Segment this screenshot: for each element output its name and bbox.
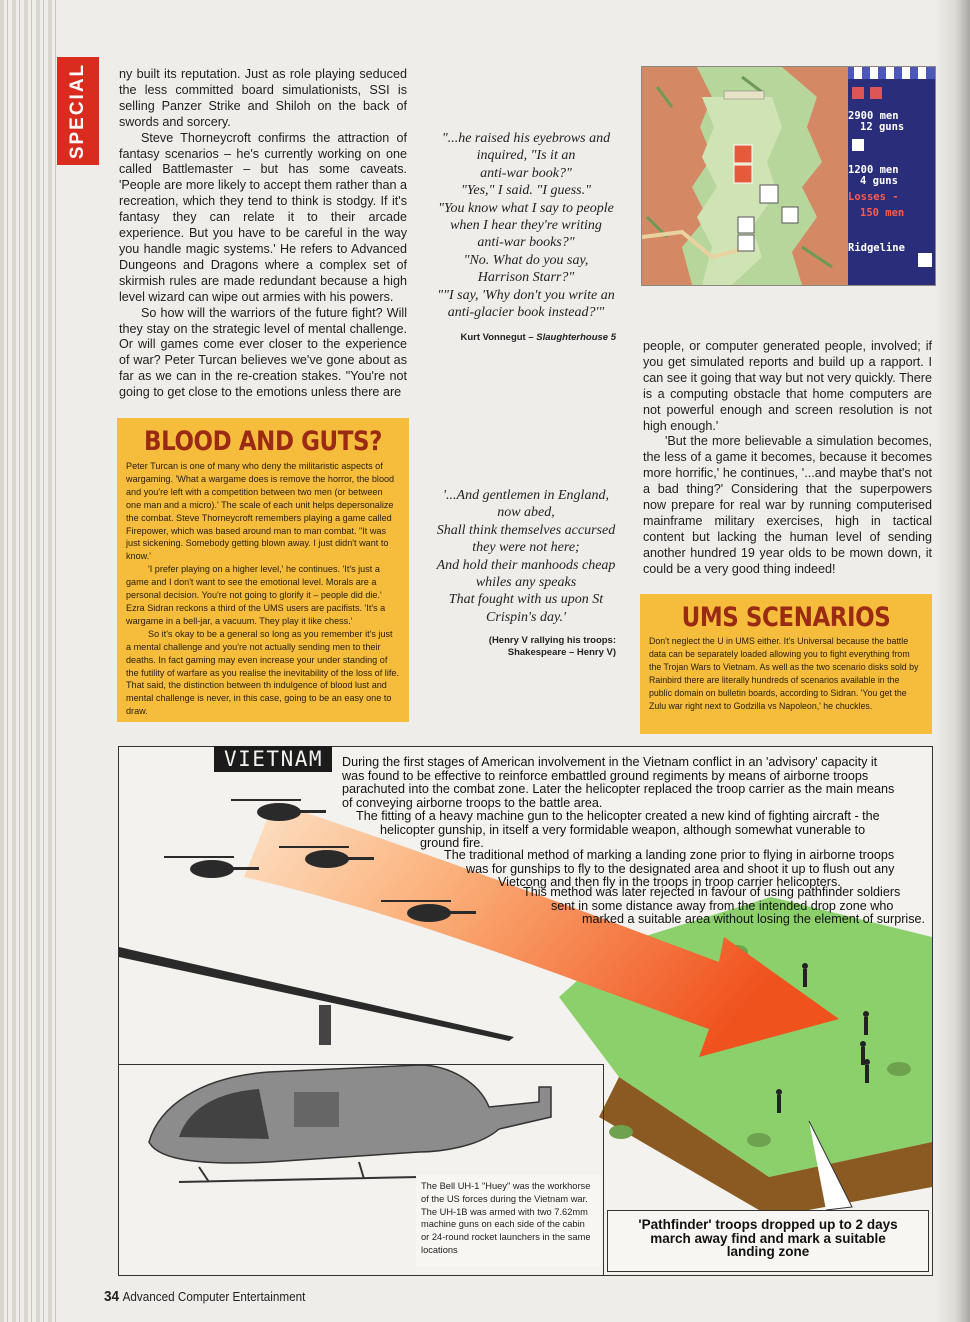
article-column-1 bbox=[119, 67, 407, 401]
sidebar-paragraph: Don't neglect the U in UMS either. It's Universal because the battle data can be separately loaded allowing you to fight everything from the Trojan Wars to Vietnam. As well as the two scenario disks sold by Rainbird there are literally hundreds of scenarios available in the public domain on bulletin boards, according to Sidran. 'You get the Zulu war right next to Godzilla vs Napoleon,' he chuckles. bbox=[649, 636, 919, 711]
quote-line: Shall think themselves accursed bbox=[436, 522, 616, 538]
quote-line: when I hear they're writing bbox=[450, 218, 602, 234]
quote-line: anti-war books?" bbox=[477, 235, 575, 251]
diagram-paragraph-3 bbox=[444, 849, 894, 890]
sidebar-body bbox=[117, 457, 409, 718]
callout-line: landing zone bbox=[726, 1244, 810, 1259]
hud-strength-2 bbox=[848, 165, 935, 187]
quote-line: "...he raised his eyebrows and bbox=[441, 131, 611, 146]
caption-line: machine guns on each side of the cabin bbox=[421, 1219, 585, 1230]
callout-line: 'Pathfinder' troops dropped up to 2 days bbox=[638, 1217, 898, 1232]
attribution-author: Kurt Vonnegut – bbox=[460, 332, 537, 343]
article-paragraph: So how will the warriors of the future fight? Will they stay on the strategic level of mental challenge. Or will games come ever closer to the experience of war? Peter Turcan believes we've gone about as far as we can in the re-creation stakes. "You're not going to get close to the emotions unless there are bbox=[119, 305, 407, 400]
hud-line: 12 guns bbox=[860, 121, 905, 133]
attribution-work: Slaughterhouse 5 bbox=[536, 332, 616, 343]
quote-line: Harrison Starr?" bbox=[477, 270, 575, 286]
diagram-paragraph-1 bbox=[342, 756, 894, 810]
diagram-line: The fitting of a heavy machine gun to the helicopter created a new kind of fighting aircraft - the bbox=[356, 809, 880, 823]
caption-line: The Bell UH-1 "Huey" was the workhorse bbox=[421, 1181, 591, 1191]
diagram-line: During the first stages of American involvement in the Vietnam conflict in an 'advisory' capacity it bbox=[342, 755, 878, 769]
callout-line: march away find and mark a suitable bbox=[650, 1230, 886, 1246]
diagram-line: of conveying airborne troops to the battle area. bbox=[342, 795, 603, 810]
unit-status-panel bbox=[848, 67, 935, 285]
diagram-label: VIETNAM bbox=[214, 746, 332, 772]
quote-line: Crispin's day.' bbox=[486, 609, 566, 625]
sidebar-paragraph: 'I prefer playing on a higher level,' he continues. 'It's just a game and I don't want to see the emotional level. Morals are a personal decision. You're not going to glorify it – people did die.' Ezra Sidran reckons a third of the UMS users are pacifists. 'It's a wargame in a bell-jar, a vacuum. They play it like chess.' bbox=[126, 564, 386, 626]
diagram-line: Vietcong and then fly in the troops in troop carrier helicopters. bbox=[498, 875, 841, 889]
hud-line: 2900 men bbox=[848, 110, 899, 122]
pull-quote-shakespeare bbox=[428, 487, 624, 626]
article-paragraph: people, or computer generated people, involved; if you get simulated reports and build up a rapport. I can see it going that way but not very quickly. There is a computing obstacle that home computers are not powerful enough and screen resolution is not high enough.' bbox=[643, 339, 932, 433]
diagram-paragraph-4 bbox=[523, 886, 925, 927]
sidebar-paragraph: Peter Turcan is one of many who deny the militaristic aspects of wargaming. 'What a wargame does is remove the horror, the blood and you're left with a competition between two men (or between one man and a micro).' The scale of each unit helps depersonalize the combat. Steve Thorneycroft remembers playing a game called Firepower, which was based around man to man combat. "It was just sickening. Somebody getting blown away. I just didn't want to know.' bbox=[126, 461, 395, 562]
diagram-line: was found to be effective to reinforce embattled ground regiments by means of airborne troops bbox=[342, 768, 869, 783]
hud-line: Ridgeline bbox=[848, 242, 905, 254]
quote-line: they were not here; bbox=[472, 540, 580, 556]
diagram-line: was for gunships to fly to the designated area and shoot it up to flush out any bbox=[466, 861, 895, 876]
quote-attribution-shakespeare bbox=[430, 635, 616, 659]
article-column-3 bbox=[643, 339, 932, 578]
article-paragraph: ny built its reputation. Just as role playing seduced the less committed board simulationists, SSI is selling Panzer Strike and Shiloh on the back of swords and sorcery. bbox=[119, 67, 407, 129]
quote-line: ""I say, 'Why don't you write an bbox=[437, 287, 615, 303]
sidebar-title: UMS SCENARIOS bbox=[681, 602, 891, 633]
pull-quote-vonnegut bbox=[430, 130, 622, 321]
hud-line: 1200 men bbox=[848, 164, 899, 176]
hud-strength-1 bbox=[848, 111, 935, 133]
quote-line: '...And gentlemen in England, bbox=[443, 488, 609, 503]
sidebar-body bbox=[640, 633, 932, 712]
hex-map bbox=[642, 67, 848, 285]
article-paragraph: Steve Thorneycroft confirms the attraction of fantasy scenarios – he's currently working on one called Battlemaster – but has some caveats. 'People are more likely to accept them rather than a recreation, which they tend to think is stodgy. If it's fantasy they can relate it to their arcade experience. But you have to be careful in the way you handle magic systems.' He refers to Advanced Dungeons and Dragons where a complex set of skirmish rules are made redundant because a high level wizard can wipe out armies with his powers. bbox=[119, 130, 408, 304]
caption-line: or 24-round rocket launchers in the same bbox=[421, 1232, 591, 1243]
diagram-line: sent in some distance away from the intended drop zone who bbox=[551, 898, 894, 913]
hud-line: 150 men bbox=[860, 207, 905, 219]
caption-line: locations bbox=[421, 1244, 458, 1255]
quote-line: "You know what I say to people bbox=[438, 200, 614, 216]
page-binding bbox=[0, 0, 60, 1322]
sidebar-blood-and-guts bbox=[117, 418, 409, 722]
article-paragraph: 'But the more believable a simulation becomes, the less of a game it becomes, because it becomes more horrific,' he continues, '...and maybe that's not a bad thing?' Considering that the superpowers now prepare for real war by running computerised mainframe military exercises, high in tactical content but lacking the human level of sending another hundred 19 year olds to be mown down, it could be a very good thing indeed! bbox=[643, 434, 932, 576]
attribution-line: Shakespeare – Henry V) bbox=[507, 647, 616, 658]
caption-line: of the US forces during the Vietnam war. bbox=[421, 1193, 588, 1204]
quote-line: inquired, "Is it an bbox=[476, 148, 576, 164]
huey-caption bbox=[416, 1175, 601, 1257]
page-edge-shadow bbox=[934, 0, 970, 1322]
hud-losses bbox=[848, 192, 935, 219]
diagram-paragraph-2 bbox=[356, 810, 880, 851]
quote-line: now abed, bbox=[497, 505, 555, 521]
page-number: 34 bbox=[104, 1288, 120, 1305]
diagram-line: helicopter gunship, in itself a very formidable weapon, although somewhat vunerable to bbox=[380, 822, 866, 837]
page-footer bbox=[104, 1288, 305, 1305]
quote-line: "Yes," I said. "I guess." bbox=[461, 183, 591, 199]
huey-caption-box bbox=[416, 1175, 601, 1267]
pathfinder-callout bbox=[607, 1210, 929, 1272]
quote-line: "No. What do you say, bbox=[463, 252, 589, 268]
quote-line: And hold their manhoods cheap bbox=[436, 557, 616, 573]
caption-line: The UH-1B was armed with two 7.62mm bbox=[421, 1206, 588, 1217]
diagram-line: marked a suitable area without losing the element of surprise. bbox=[582, 912, 926, 926]
section-tab-label: SPECIAL bbox=[67, 62, 88, 160]
publication-name: Advanced Computer Entertainment bbox=[122, 1289, 306, 1304]
diagram-line: parachuted into the combat zone. Later the helicopter replaced the troop carrier as the main means bbox=[342, 782, 895, 796]
quote-line: anti-glacier book instead?'" bbox=[447, 305, 605, 321]
hud-line: 4 guns bbox=[860, 175, 898, 187]
hud-terrain bbox=[848, 243, 935, 254]
section-tab bbox=[57, 57, 99, 165]
diagram-line: The traditional method of marking a landing zone prior to flying in airborne troops bbox=[444, 848, 895, 862]
sidebar-title: BLOOD AND GUTS? bbox=[144, 426, 382, 457]
quote-line: That fought with us upon St bbox=[448, 592, 604, 608]
diagram-line: This method was later rejected in favour of using pathfinder soldiers bbox=[523, 885, 901, 899]
quote-line: whiles any speaks bbox=[475, 575, 577, 591]
hex-map-graphic bbox=[642, 67, 848, 285]
quote-line: anti-war book?" bbox=[480, 165, 572, 181]
diagram-line: ground fire. bbox=[420, 836, 484, 850]
hud-line: Losses - bbox=[848, 191, 899, 203]
sidebar-ums-scenarios bbox=[640, 594, 932, 734]
ums-game-screenshot bbox=[641, 66, 936, 286]
attribution-line: (Henry V rallying his troops: bbox=[488, 635, 616, 646]
quote-attribution-vonnegut bbox=[430, 332, 616, 343]
sidebar-paragraph: So it's okay to be a general so long as you remember it's just a mental challenge and you're not actually sending men to their deaths. In fact gaming may even increase your under standing of the futility of warfare as you realise the inevitability of the loss of life. That said, the distinction between th indulgence of blood lust and mental challenge is never, in this case, going to be an easy one to draw. bbox=[126, 628, 399, 717]
